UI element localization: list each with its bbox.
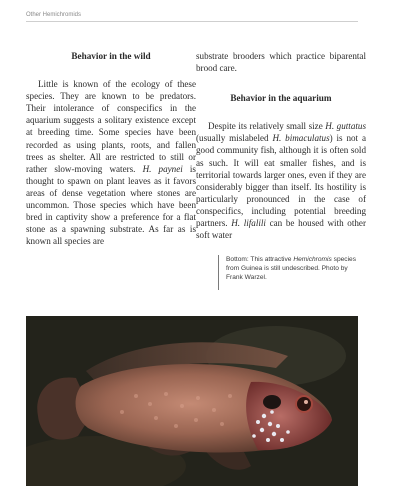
paragraph-aquarium bbox=[196, 120, 366, 241]
species-name: H. paynei bbox=[142, 163, 183, 174]
section-heading-wild: Behavior in the wild bbox=[71, 51, 151, 61]
paragraph-aquarium-text-a: Despite its relatively small size bbox=[208, 121, 323, 132]
paragraph-aquarium-text-d: can be housed with other soft water bbox=[196, 218, 366, 241]
species-name: H. guttatus bbox=[325, 121, 366, 132]
paragraph-aquarium-text-c: ) is not a good community fish, although it is often sold as such. It will eat smaller fishes, and is territorial towards larger ones, even if they are considerably bigger than itself. Its hostility is particularly pronounced in the case of conspecifics, including potential breeding partners. bbox=[196, 133, 366, 229]
fish-eye-highlight bbox=[304, 400, 308, 404]
right-column bbox=[196, 50, 366, 241]
fish-illustration bbox=[26, 316, 358, 486]
fish-photo bbox=[26, 316, 358, 486]
caption-genus: Hemichromis bbox=[293, 256, 332, 263]
header-rule bbox=[26, 21, 358, 22]
paragraph-wild-text-2: is thought to spawn on plant leaves as it favors areas of dense vegetation where stones are uncommon. Those species which have been bred in captivity show a preference for a flat stone as a spawning substrate. As far as is known all species are bbox=[26, 163, 196, 247]
section-heading-aquarium: Behavior in the aquarium bbox=[230, 93, 332, 104]
species-name: H. bimaculatus bbox=[272, 133, 330, 144]
paragraph-wild-text: Little is known of the ecology of these species. They are known to be predators. Their intolerance of conspecifics in the aquarium suggests a solitary existence except at breeding time. Some species have been recorded as using plants, roots, and fallen trees as shelter. All are restricted to still or rather slow-moving waters. bbox=[26, 79, 196, 174]
paragraph-continuation: substrate brooders which practice biparental brood care. bbox=[196, 51, 366, 74]
operculum-spot bbox=[263, 395, 281, 409]
caption-text-a: Bottom: This attractive bbox=[226, 256, 292, 263]
left-column bbox=[26, 50, 196, 247]
caption-text-b: species from Guinea is still undescribed. Photo by Frank Warzel. bbox=[226, 256, 356, 281]
running-head: Other Hemichromids bbox=[26, 12, 82, 18]
species-name: H. lifalili bbox=[231, 218, 266, 229]
paragraph-wild bbox=[26, 78, 196, 247]
photo-caption bbox=[218, 255, 366, 290]
paragraph-aquarium-text-b: (usually mislabeled bbox=[196, 133, 269, 144]
